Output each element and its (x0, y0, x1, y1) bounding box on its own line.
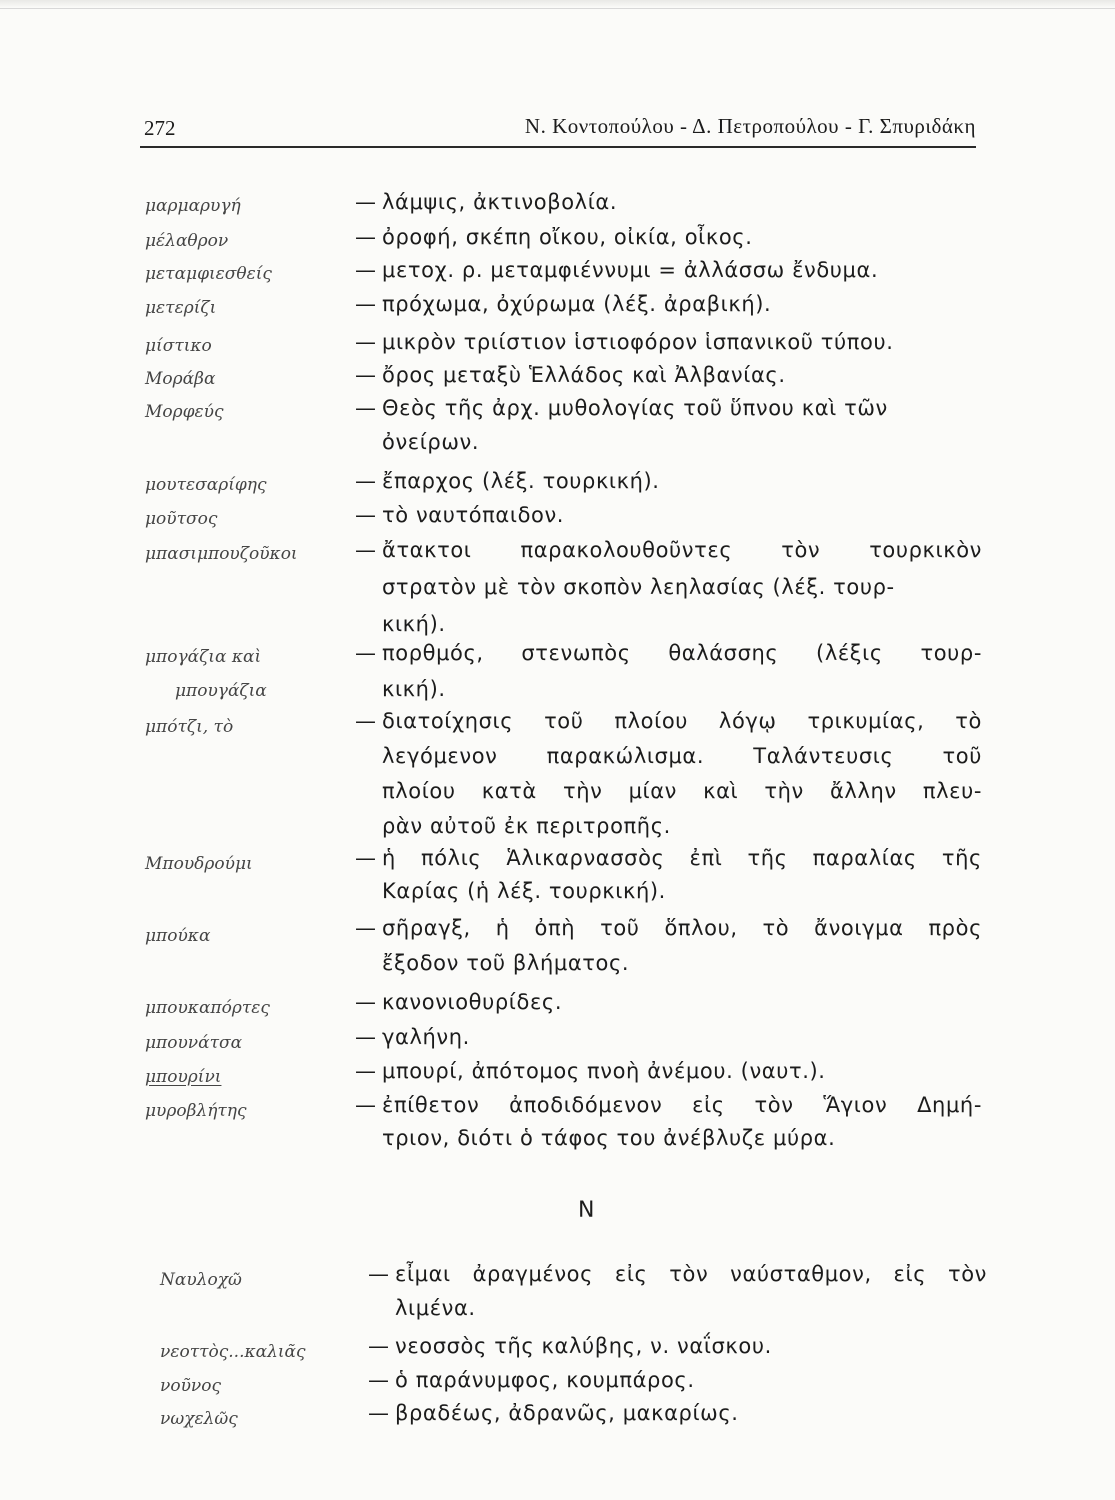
entry-dash: — (355, 1093, 376, 1117)
entry-term: μπουρίνι (145, 1067, 222, 1087)
entry-term: μίστικο (145, 336, 212, 356)
entry-definition-line: Θεὸς τῆς ἀρχ. μυθολογίας τοῦ ὕπνου καὶ τῶν (382, 396, 888, 420)
entry-term: μέλαθρον (145, 231, 229, 251)
entry-dash: — (355, 469, 376, 493)
running-head: Ν. Κοντοπούλου - Δ. Πετροπούλου - Γ. Σπυριδάκη (524, 114, 976, 138)
entry-definition-line: λάμψις, ἀκτινοβολία. (382, 190, 618, 214)
entry-definition-line: λεγόμενον παρακώλισμα. Ταλάντευσις τοῦ (382, 744, 982, 768)
entry-definition-line: σῆραγξ, ἡ ὀπὴ τοῦ ὅπλου, τὸ ἄνοιγμα πρὸς (382, 916, 982, 940)
entry-definition-line: ὀροφή, σκέπη οἴκου, οἰκία, οἶκος. (382, 225, 753, 249)
entry-dash: — (355, 1059, 376, 1083)
entry-dash: — (368, 1401, 389, 1425)
entry-term: μπουνάτσα (145, 1033, 243, 1053)
entry-term: μπογάζια καὶ (145, 647, 262, 667)
entry-definition-line: βραδέως, ἀδρανῶς, μακαρίως. (395, 1401, 739, 1425)
entry-definition-line: πρόχωμα, ὀχύρωμα (λέξ. ἀραβική). (382, 292, 772, 316)
entry-dash: — (355, 330, 376, 354)
entry-term: Μορφεύς (145, 402, 224, 422)
entry-definition-line: τριον, διότι ὁ τάφος του ἀνέβλυζε μύρα. (382, 1126, 836, 1150)
entry-term: μυροβλήτης (145, 1101, 247, 1121)
entry-definition-line: κική). (382, 612, 446, 636)
entry-definition-line: ἄτακτοι παρακολουθοῦντες τὸν τουρκικὸν (382, 538, 982, 562)
entry-definition-line: τὸ ναυτόπαιδον. (382, 503, 565, 527)
entry-definition-line: νεοσσὸς τῆς καλύβης, ν. ναΐσκου. (395, 1334, 772, 1358)
entry-definition-line: ὀνείρων. (382, 430, 480, 454)
entry-dash: — (355, 846, 376, 870)
entry-dash: — (368, 1334, 389, 1358)
entry-term: μπούκα (145, 926, 211, 946)
entry-definition-line: μπουρί, ἀπότομος πνοὴ ἀνέμου. (ναυτ.). (382, 1059, 826, 1083)
entry-term: μπουκαπόρτες (145, 998, 270, 1018)
entry-dash: — (355, 292, 376, 316)
entry-definition-line: πορθμός, στενωπὸς θαλάσσης (λέξις τουρ- (382, 641, 982, 665)
entry-definition-line: ἐπίθετον ἀποδιδόμενον εἰς τὸν Ἅγιον Δημή- (382, 1093, 982, 1117)
entry-definition-line: ἡ πόλις Ἁλικαρνασσὸς ἐπὶ τῆς παραλίας τῆς (382, 846, 982, 870)
entry-dash: — (368, 1368, 389, 1392)
entry-definition-line: στρατὸν μὲ τὸν σκοπὸν λεηλασίας (λέξ. τουρ- (382, 575, 895, 599)
entry-definition-line: εἶμαι ἀραγμένος εἰς τὸν ναύσταθμον, εἰς τὸν (395, 1262, 987, 1286)
entry-dash: — (355, 258, 376, 282)
entry-dash: — (355, 641, 376, 665)
entry-dash: — (355, 396, 376, 420)
entry-dash: — (355, 709, 376, 733)
entry-dash: — (355, 1025, 376, 1049)
entry-term: μεταμφιεσθείς (145, 264, 272, 284)
entry-term: Ναυλοχῶ (160, 1270, 242, 1290)
entry-term: μαρμαρυγή (145, 196, 241, 216)
entry-definition-line: κική). (382, 677, 446, 701)
entry-term: μπότζι, τὸ (145, 717, 234, 737)
entry-definition-line: μικρὸν τριίστιον ἱστιοφόρον ἱσπανικοῦ τύπου. (382, 330, 894, 354)
entry-definition-line: ρὰν αὐτοῦ ἐκ περιτροπῆς. (382, 814, 671, 838)
entry-dash: — (355, 538, 376, 562)
entry-definition-line: διατοίχησις τοῦ πλοίου λόγῳ τρικυμίας, τὸ (382, 709, 982, 733)
entry-dash: — (368, 1262, 389, 1286)
entry-definition-line: κανονιοθυρίδες. (382, 990, 563, 1014)
entry-dash: — (355, 363, 376, 387)
entry-definition-line: λιμένα. (395, 1296, 476, 1320)
entry-term: Μοράβα (145, 369, 216, 389)
page-number: 272 (144, 116, 176, 140)
entry-term-variant: μπουγάζια (175, 681, 267, 701)
entry-definition-line: ὁ παράνυμφος, κουμπάρος. (395, 1368, 695, 1392)
entry-term: μπασιμπουζοῦκοι (145, 544, 298, 564)
entry-term: Μπουδρούμι (145, 854, 253, 874)
entry-term: νεοττὸς...καλιᾶς (160, 1342, 306, 1362)
entry-dash: — (355, 503, 376, 527)
entry-term: μουτεσαρίφης (145, 475, 267, 495)
entry-term: νωχελῶς (160, 1409, 238, 1429)
entry-term: μετερίζι (145, 298, 217, 318)
entry-definition-line: ἔπαρχος (λέξ. τουρκική). (382, 469, 660, 493)
entry-dash: — (355, 225, 376, 249)
entry-dash: — (355, 916, 376, 940)
entry-dash: — (355, 190, 376, 214)
entry-term: μοῦτσος (145, 509, 218, 529)
entry-definition-line: γαλήνη. (382, 1025, 470, 1049)
entry-dash: — (355, 990, 376, 1014)
entry-definition-line: μετοχ. ρ. μεταμφιέννυμι = ἀλλάσσω ἔνδυμα. (382, 258, 879, 282)
entry-term: νοῦνος (160, 1376, 221, 1396)
entry-definition-line: Καρίας (ἡ λέξ. τουρκική). (382, 879, 666, 903)
section-letter: Ν (578, 1198, 595, 1223)
entry-definition-line: ἔξοδον τοῦ βλήματος. (382, 951, 630, 975)
entry-definition-line: ὄρος μεταξὺ Ἑλλάδος καὶ Ἀλβανίας. (382, 363, 786, 387)
entry-definition-line: πλοίου κατὰ τὴν μίαν καὶ τὴν ἄλλην πλευ- (382, 779, 982, 803)
